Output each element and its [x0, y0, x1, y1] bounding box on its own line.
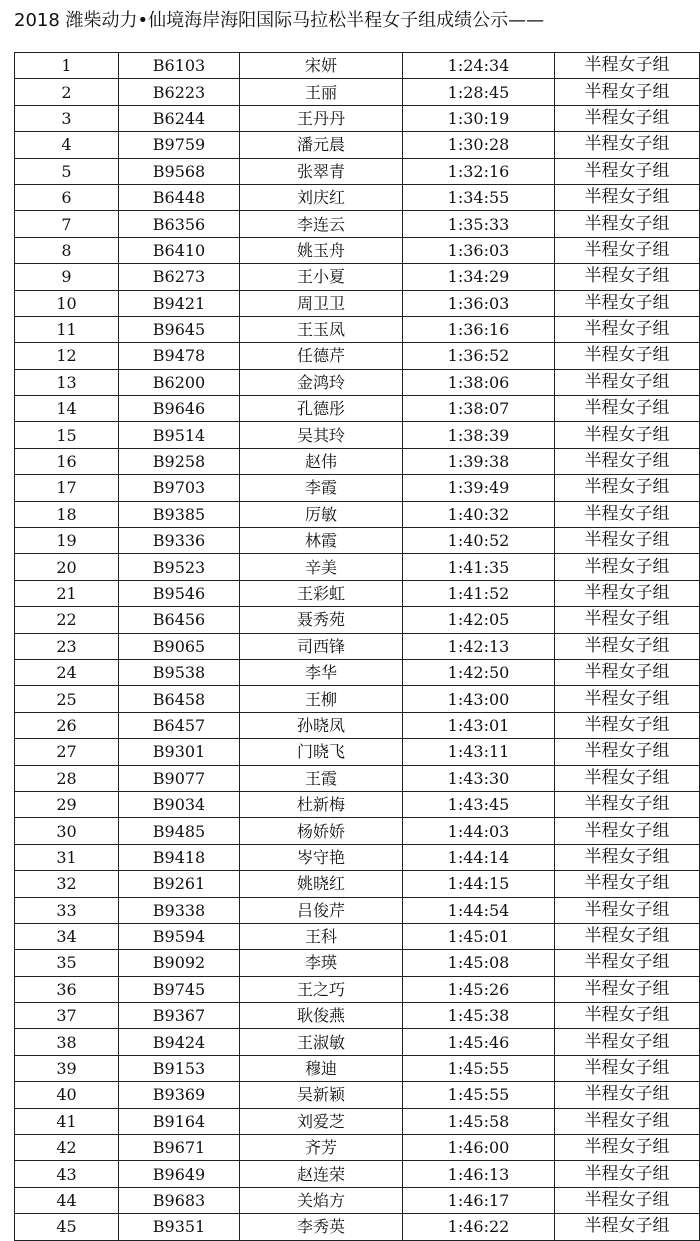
- rank-cell: 19: [15, 528, 119, 554]
- rank-cell: 43: [15, 1161, 119, 1187]
- group-cell: 半程女子组: [555, 871, 700, 897]
- bib-cell: B9301: [119, 739, 240, 765]
- group-cell: 半程女子组: [555, 765, 700, 791]
- rank-cell: 27: [15, 739, 119, 765]
- bib-cell: B9164: [119, 1108, 240, 1134]
- rank-cell: 39: [15, 1055, 119, 1081]
- rank-cell: 23: [15, 633, 119, 659]
- finish-time-cell: 1:38:06: [403, 369, 555, 395]
- group-cell: 半程女子组: [555, 528, 700, 554]
- rank-cell: 29: [15, 791, 119, 817]
- bib-cell: B9646: [119, 396, 240, 422]
- runner-name-cell: 齐芳: [240, 1135, 403, 1161]
- group-cell: 半程女子组: [555, 897, 700, 923]
- group-cell: 半程女子组: [555, 633, 700, 659]
- finish-time-cell: 1:46:17: [403, 1187, 555, 1213]
- finish-time-cell: 1:38:07: [403, 396, 555, 422]
- finish-time-cell: 1:43:45: [403, 791, 555, 817]
- group-cell: 半程女子组: [555, 369, 700, 395]
- group-cell: 半程女子组: [555, 818, 700, 844]
- rank-cell: 10: [15, 290, 119, 316]
- runner-name-cell: 辛美: [240, 554, 403, 580]
- finish-time-cell: 1:41:52: [403, 580, 555, 606]
- finish-time-cell: 1:43:00: [403, 686, 555, 712]
- finish-time-cell: 1:35:33: [403, 211, 555, 237]
- table-row: [15, 1214, 700, 1240]
- rank-cell: 32: [15, 871, 119, 897]
- group-cell: 半程女子组: [555, 1214, 700, 1240]
- group-cell: 半程女子组: [555, 264, 700, 290]
- rank-cell: 13: [15, 369, 119, 395]
- rank-cell: 30: [15, 818, 119, 844]
- group-cell: 半程女子组: [555, 844, 700, 870]
- finish-time-cell: 1:45:58: [403, 1108, 555, 1134]
- table-row: [15, 1029, 700, 1055]
- rank-cell: 17: [15, 475, 119, 501]
- rank-cell: 37: [15, 1003, 119, 1029]
- runner-name-cell: 孙晓凤: [240, 712, 403, 738]
- group-cell: 半程女子组: [555, 501, 700, 527]
- table-row: [15, 1108, 700, 1134]
- group-cell: 半程女子组: [555, 132, 700, 158]
- table-row: [15, 105, 700, 131]
- table-row: [15, 132, 700, 158]
- bib-cell: B9568: [119, 158, 240, 184]
- runner-name-cell: 张翠青: [240, 158, 403, 184]
- runner-name-cell: 宋妍: [240, 53, 403, 79]
- runner-name-cell: 王丹丹: [240, 105, 403, 131]
- group-cell: 半程女子组: [555, 739, 700, 765]
- table-row: [15, 1082, 700, 1108]
- group-cell: 半程女子组: [555, 211, 700, 237]
- group-cell: 半程女子组: [555, 554, 700, 580]
- table-row: [15, 79, 700, 105]
- group-cell: 半程女子组: [555, 290, 700, 316]
- rank-cell: 35: [15, 950, 119, 976]
- finish-time-cell: 1:44:15: [403, 871, 555, 897]
- bib-cell: B9385: [119, 501, 240, 527]
- runner-name-cell: 赵连荣: [240, 1161, 403, 1187]
- rank-cell: 36: [15, 976, 119, 1002]
- table-row: [15, 580, 700, 606]
- bib-cell: B9351: [119, 1214, 240, 1240]
- table-row: [15, 448, 700, 474]
- runner-name-cell: 岑守艳: [240, 844, 403, 870]
- bib-cell: B9594: [119, 923, 240, 949]
- rank-cell: 40: [15, 1082, 119, 1108]
- runner-name-cell: 王柳: [240, 686, 403, 712]
- table-row: [15, 1161, 700, 1187]
- rank-cell: 6: [15, 184, 119, 210]
- group-cell: 半程女子组: [555, 105, 700, 131]
- results-table-body: [15, 53, 700, 1241]
- bib-cell: B9514: [119, 422, 240, 448]
- bib-cell: B6410: [119, 237, 240, 263]
- runner-name-cell: 王之巧: [240, 976, 403, 1002]
- bib-cell: B9338: [119, 897, 240, 923]
- finish-time-cell: 1:46:13: [403, 1161, 555, 1187]
- table-row: [15, 475, 700, 501]
- table-row: [15, 923, 700, 949]
- finish-time-cell: 1:45:46: [403, 1029, 555, 1055]
- runner-name-cell: 刘爱芝: [240, 1108, 403, 1134]
- table-row: [15, 1187, 700, 1213]
- finish-time-cell: 1:43:11: [403, 739, 555, 765]
- rank-cell: 12: [15, 343, 119, 369]
- group-cell: 半程女子组: [555, 1003, 700, 1029]
- rank-cell: 2: [15, 79, 119, 105]
- table-row: [15, 290, 700, 316]
- table-row: [15, 1135, 700, 1161]
- finish-time-cell: 1:43:01: [403, 712, 555, 738]
- group-cell: 半程女子组: [555, 950, 700, 976]
- finish-time-cell: 1:34:29: [403, 264, 555, 290]
- runner-name-cell: 赵伟: [240, 448, 403, 474]
- table-row: [15, 791, 700, 817]
- group-cell: 半程女子组: [555, 79, 700, 105]
- table-row: [15, 712, 700, 738]
- finish-time-cell: 1:28:45: [403, 79, 555, 105]
- bib-cell: B6200: [119, 369, 240, 395]
- bib-cell: B9759: [119, 132, 240, 158]
- table-row: [15, 976, 700, 1002]
- runner-name-cell: 厉敏: [240, 501, 403, 527]
- rank-cell: 33: [15, 897, 119, 923]
- runner-name-cell: 王彩虹: [240, 580, 403, 606]
- finish-time-cell: 1:42:50: [403, 659, 555, 685]
- runner-name-cell: 刘庆红: [240, 184, 403, 210]
- finish-time-cell: 1:34:55: [403, 184, 555, 210]
- table-row: [15, 343, 700, 369]
- runner-name-cell: 任德芹: [240, 343, 403, 369]
- bib-cell: B9645: [119, 316, 240, 342]
- finish-time-cell: 1:45:55: [403, 1055, 555, 1081]
- table-row: [15, 528, 700, 554]
- group-cell: 半程女子组: [555, 659, 700, 685]
- runner-name-cell: 穆迪: [240, 1055, 403, 1081]
- rank-cell: 18: [15, 501, 119, 527]
- runner-name-cell: 李秀英: [240, 1214, 403, 1240]
- finish-time-cell: 1:45:38: [403, 1003, 555, 1029]
- table-row: [15, 158, 700, 184]
- finish-time-cell: 1:42:05: [403, 607, 555, 633]
- finish-time-cell: 1:40:52: [403, 528, 555, 554]
- finish-time-cell: 1:38:39: [403, 422, 555, 448]
- finish-time-cell: 1:42:13: [403, 633, 555, 659]
- table-row: [15, 686, 700, 712]
- table-row: [15, 844, 700, 870]
- runner-name-cell: 周卫卫: [240, 290, 403, 316]
- runner-name-cell: 王淑敏: [240, 1029, 403, 1055]
- table-row: [15, 950, 700, 976]
- group-cell: 半程女子组: [555, 1029, 700, 1055]
- group-cell: 半程女子组: [555, 686, 700, 712]
- table-row: [15, 897, 700, 923]
- bib-cell: B6273: [119, 264, 240, 290]
- runner-name-cell: 孔德彤: [240, 396, 403, 422]
- group-cell: 半程女子组: [555, 184, 700, 210]
- table-row: [15, 659, 700, 685]
- runner-name-cell: 王丽: [240, 79, 403, 105]
- bib-cell: B6103: [119, 53, 240, 79]
- runner-name-cell: 王霞: [240, 765, 403, 791]
- rank-cell: 14: [15, 396, 119, 422]
- rank-cell: 24: [15, 659, 119, 685]
- rank-cell: 34: [15, 923, 119, 949]
- rank-cell: 11: [15, 316, 119, 342]
- table-row: [15, 607, 700, 633]
- bib-cell: B9745: [119, 976, 240, 1002]
- runner-name-cell: 耿俊燕: [240, 1003, 403, 1029]
- runner-name-cell: 姚晓红: [240, 871, 403, 897]
- group-cell: 半程女子组: [555, 1135, 700, 1161]
- finish-time-cell: 1:43:30: [403, 765, 555, 791]
- table-row: [15, 264, 700, 290]
- rank-cell: 41: [15, 1108, 119, 1134]
- page-title: 2018 潍柴动力•仙境海岸海阳国际马拉松半程女子组成绩公示——: [14, 10, 545, 31]
- rank-cell: 15: [15, 422, 119, 448]
- rank-cell: 3: [15, 105, 119, 131]
- group-cell: 半程女子组: [555, 580, 700, 606]
- finish-time-cell: 1:40:32: [403, 501, 555, 527]
- table-row: [15, 871, 700, 897]
- runner-name-cell: 李连云: [240, 211, 403, 237]
- bib-cell: B9424: [119, 1029, 240, 1055]
- table-row: [15, 237, 700, 263]
- group-cell: 半程女子组: [555, 396, 700, 422]
- group-cell: 半程女子组: [555, 1055, 700, 1081]
- group-cell: 半程女子组: [555, 316, 700, 342]
- table-row: [15, 211, 700, 237]
- group-cell: 半程女子组: [555, 1108, 700, 1134]
- rank-cell: 4: [15, 132, 119, 158]
- bib-cell: B9034: [119, 791, 240, 817]
- bib-cell: B9092: [119, 950, 240, 976]
- table-row: [15, 316, 700, 342]
- bib-cell: B6356: [119, 211, 240, 237]
- table-row: [15, 765, 700, 791]
- rank-cell: 45: [15, 1214, 119, 1240]
- group-cell: 半程女子组: [555, 976, 700, 1002]
- finish-time-cell: 1:45:08: [403, 950, 555, 976]
- rank-cell: 42: [15, 1135, 119, 1161]
- runner-name-cell: 门晓飞: [240, 739, 403, 765]
- bib-cell: B9649: [119, 1161, 240, 1187]
- results-table: [14, 52, 700, 1241]
- finish-time-cell: 1:45:01: [403, 923, 555, 949]
- finish-time-cell: 1:30:28: [403, 132, 555, 158]
- group-cell: 半程女子组: [555, 1161, 700, 1187]
- table-row: [15, 1003, 700, 1029]
- bib-cell: B6456: [119, 607, 240, 633]
- finish-time-cell: 1:39:38: [403, 448, 555, 474]
- bib-cell: B9258: [119, 448, 240, 474]
- bib-cell: B6448: [119, 184, 240, 210]
- bib-cell: B9367: [119, 1003, 240, 1029]
- bib-cell: B9671: [119, 1135, 240, 1161]
- bib-cell: B9485: [119, 818, 240, 844]
- rank-cell: 26: [15, 712, 119, 738]
- finish-time-cell: 1:44:54: [403, 897, 555, 923]
- group-cell: 半程女子组: [555, 422, 700, 448]
- rank-cell: 31: [15, 844, 119, 870]
- table-row: [15, 633, 700, 659]
- table-row: [15, 818, 700, 844]
- bib-cell: B9261: [119, 871, 240, 897]
- finish-time-cell: 1:36:03: [403, 237, 555, 263]
- rank-cell: 38: [15, 1029, 119, 1055]
- group-cell: 半程女子组: [555, 475, 700, 501]
- finish-time-cell: 1:32:16: [403, 158, 555, 184]
- bib-cell: B9546: [119, 580, 240, 606]
- group-cell: 半程女子组: [555, 791, 700, 817]
- finish-time-cell: 1:46:00: [403, 1135, 555, 1161]
- finish-time-cell: 1:36:16: [403, 316, 555, 342]
- group-cell: 半程女子组: [555, 448, 700, 474]
- runner-name-cell: 杨娇娇: [240, 818, 403, 844]
- runner-name-cell: 李霞: [240, 475, 403, 501]
- bib-cell: B9683: [119, 1187, 240, 1213]
- table-row: [15, 396, 700, 422]
- finish-time-cell: 1:36:52: [403, 343, 555, 369]
- finish-time-cell: 1:39:49: [403, 475, 555, 501]
- runner-name-cell: 王小夏: [240, 264, 403, 290]
- runner-name-cell: 姚玉舟: [240, 237, 403, 263]
- runner-name-cell: 吕俊芹: [240, 897, 403, 923]
- group-cell: 半程女子组: [555, 343, 700, 369]
- bib-cell: B9369: [119, 1082, 240, 1108]
- runner-name-cell: 吴其玲: [240, 422, 403, 448]
- bib-cell: B9336: [119, 528, 240, 554]
- rank-cell: 5: [15, 158, 119, 184]
- rank-cell: 25: [15, 686, 119, 712]
- bib-cell: B9153: [119, 1055, 240, 1081]
- bib-cell: B6223: [119, 79, 240, 105]
- runner-name-cell: 王玉凤: [240, 316, 403, 342]
- table-row: [15, 53, 700, 79]
- table-row: [15, 1055, 700, 1081]
- finish-time-cell: 1:30:19: [403, 105, 555, 131]
- table-row: [15, 501, 700, 527]
- finish-time-cell: 1:45:55: [403, 1082, 555, 1108]
- rank-cell: 20: [15, 554, 119, 580]
- rank-cell: 28: [15, 765, 119, 791]
- bib-cell: B6244: [119, 105, 240, 131]
- rank-cell: 21: [15, 580, 119, 606]
- finish-time-cell: 1:36:03: [403, 290, 555, 316]
- table-row: [15, 554, 700, 580]
- bib-cell: B9421: [119, 290, 240, 316]
- bib-cell: B9703: [119, 475, 240, 501]
- bib-cell: B9478: [119, 343, 240, 369]
- finish-time-cell: 1:44:14: [403, 844, 555, 870]
- bib-cell: B9523: [119, 554, 240, 580]
- rank-cell: 8: [15, 237, 119, 263]
- finish-time-cell: 1:45:26: [403, 976, 555, 1002]
- rank-cell: 44: [15, 1187, 119, 1213]
- runner-name-cell: 聂秀苑: [240, 607, 403, 633]
- bib-cell: B9077: [119, 765, 240, 791]
- group-cell: 半程女子组: [555, 607, 700, 633]
- finish-time-cell: 1:44:03: [403, 818, 555, 844]
- runner-name-cell: 司西锋: [240, 633, 403, 659]
- rank-cell: 7: [15, 211, 119, 237]
- finish-time-cell: 1:41:35: [403, 554, 555, 580]
- bib-cell: B9418: [119, 844, 240, 870]
- bib-cell: B6458: [119, 686, 240, 712]
- group-cell: 半程女子组: [555, 237, 700, 263]
- runner-name-cell: 杜新梅: [240, 791, 403, 817]
- group-cell: 半程女子组: [555, 158, 700, 184]
- runner-name-cell: 金鸿玲: [240, 369, 403, 395]
- group-cell: 半程女子组: [555, 923, 700, 949]
- table-row: [15, 184, 700, 210]
- table-row: [15, 369, 700, 395]
- group-cell: 半程女子组: [555, 1187, 700, 1213]
- rank-cell: 22: [15, 607, 119, 633]
- finish-time-cell: 1:46:22: [403, 1214, 555, 1240]
- bib-cell: B9065: [119, 633, 240, 659]
- runner-name-cell: 关焰方: [240, 1187, 403, 1213]
- group-cell: 半程女子组: [555, 1082, 700, 1108]
- runner-name-cell: 潘元晨: [240, 132, 403, 158]
- runner-name-cell: 王科: [240, 923, 403, 949]
- runner-name-cell: 李瑛: [240, 950, 403, 976]
- table-row: [15, 739, 700, 765]
- finish-time-cell: 1:24:34: [403, 53, 555, 79]
- rank-cell: 9: [15, 264, 119, 290]
- runner-name-cell: 吴新颖: [240, 1082, 403, 1108]
- rank-cell: 16: [15, 448, 119, 474]
- group-cell: 半程女子组: [555, 712, 700, 738]
- bib-cell: B9538: [119, 659, 240, 685]
- rank-cell: 1: [15, 53, 119, 79]
- bib-cell: B6457: [119, 712, 240, 738]
- runner-name-cell: 李华: [240, 659, 403, 685]
- runner-name-cell: 林霞: [240, 528, 403, 554]
- group-cell: 半程女子组: [555, 53, 700, 79]
- table-row: [15, 422, 700, 448]
